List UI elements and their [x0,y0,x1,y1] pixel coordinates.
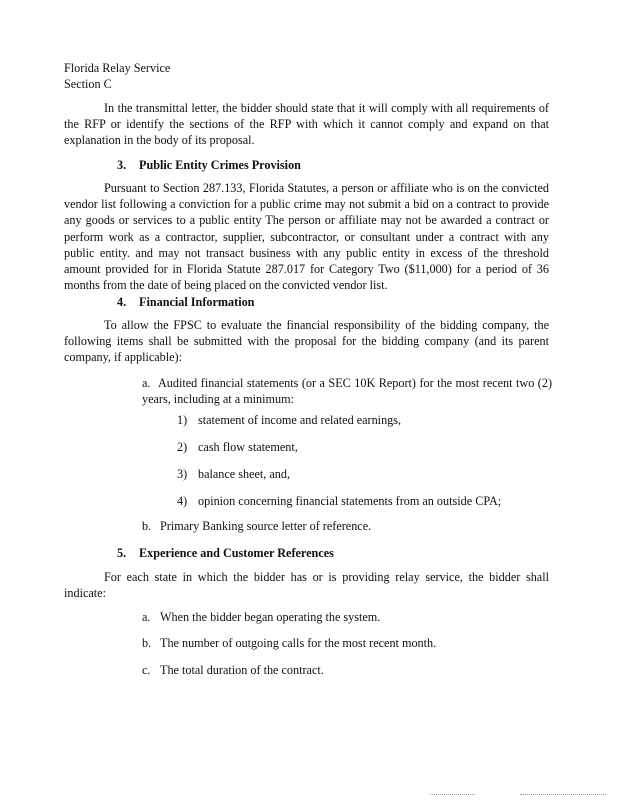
item-a-label: a. [142,376,151,390]
section-5-heading [117,545,334,561]
financial-item-a [142,375,552,407]
section-5-title: Experience and Customer References [139,546,334,560]
subitem-3 [177,466,290,482]
experience-item-c [142,662,324,678]
experience-item-b [142,635,436,651]
subitem-3-label: 3) [177,467,188,481]
section-3-number: 3. [117,158,127,172]
experience-item-c-label: c. [142,663,151,677]
subitem-2-text: cash flow statement, [198,440,298,454]
intro-paragraph: In the transmittal letter, the bidder should state that it will comply with all requirements of the RFP or identify the sections of the RFP with which it cannot comply and expand on that explanation in the body of its proposal. [64,101,549,148]
subitem-1-text: statement of income and related earnings, [198,413,402,427]
footer-rule-left [430,794,475,795]
section-3-title: Public Entity Crimes Provision [139,158,301,172]
section-3-paragraph: Pursuant to Section 287.133, Florida Statutes, a person or affiliate who is on the convicted vendor list following a conviction for a public crime may not submit a bid on a contract to provide any goods or services to a public entity The person or affiliate may not be awarded a contract or perform work as a contractor, supplier, subcontractor, or consultant under a contract with any public entity. and may not transact business with any public entity in excess of the threshold amount provided for in Florida Statute 287.017 for Category Two ($11,000) for a period of 36 months from the date of being placed on the convicted vendor list. [64,181,549,293]
subitem-1 [177,412,401,428]
subitem-4-label: 4) [177,494,188,508]
subitem-2 [177,439,298,455]
footer-rule-right [520,794,606,795]
item-b-label: b. [142,519,152,533]
experience-item-a-label: a. [142,610,151,624]
section-3-heading [117,157,301,173]
subitem-4-text: opinion concerning financial statements from an outside CPA; [198,494,502,508]
item-a-text: Audited financial statements (or a SEC 10K Report) for the most recent two (2) years, including at a minimum: [142,376,552,407]
experience-item-b-label: b. [142,636,152,650]
section-4-heading [117,294,254,310]
section-4-number: 4. [117,295,127,309]
experience-item-a [142,609,380,625]
section-4-paragraph: To allow the FPSC to evaluate the financial responsibility of the bidding company, the following items shall be submitted with the proposal for the bidding company (and its parent company, if applicable): [64,318,549,365]
item-b-text: Primary Banking source letter of reference. [160,519,372,533]
section-4-title: Financial Information [139,295,255,309]
financial-item-b [142,518,371,534]
header-title: Florida Relay Service [64,61,171,75]
header-section: Section C [64,77,112,91]
subitem-4 [177,493,501,509]
experience-item-c-text: The total duration of the contract. [160,663,324,677]
subitem-2-label: 2) [177,440,188,454]
subitem-1-label: 1) [177,413,188,427]
subitem-3-text: balance sheet, and, [198,467,291,481]
experience-item-b-text: The number of outgoing calls for the most recent month. [160,636,437,650]
section-5-paragraph: For each state in which the bidder has or is providing relay service, the bidder shall indicate: [64,570,549,601]
section-5-number: 5. [117,546,127,560]
experience-item-a-text: When the bidder began operating the system. [160,610,381,624]
document-header [64,60,170,92]
